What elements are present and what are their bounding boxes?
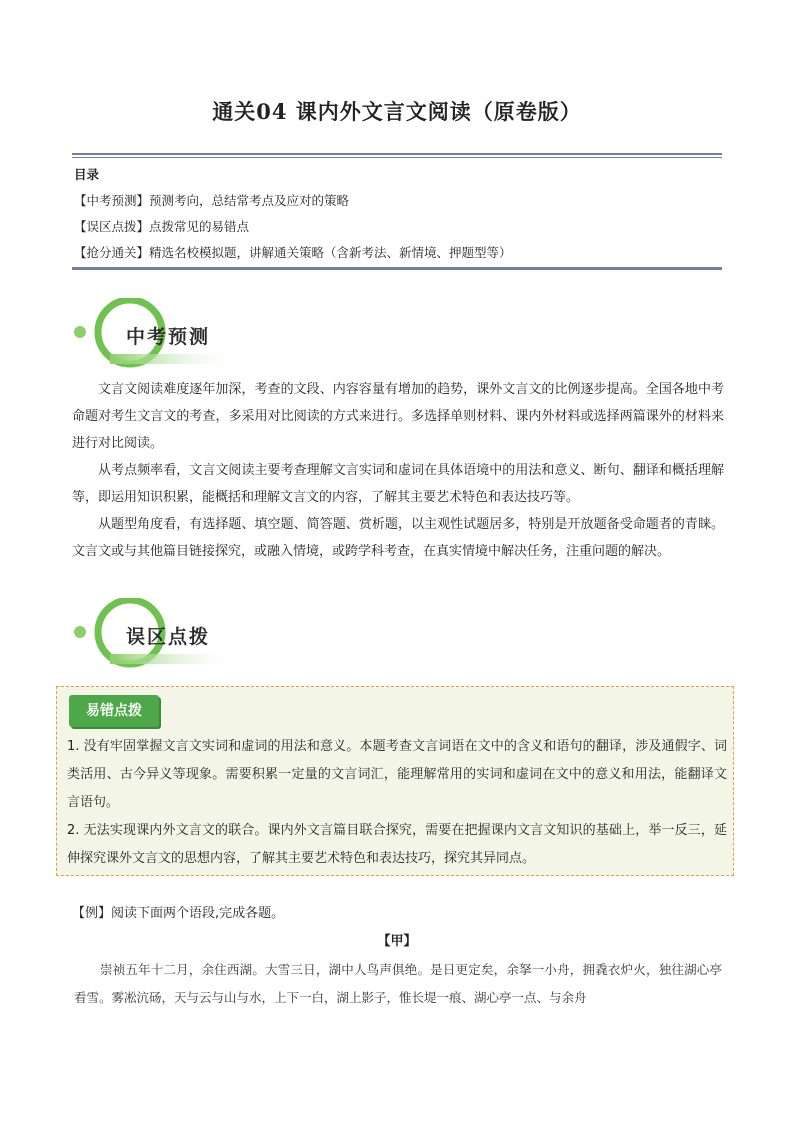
toc-bottom-rule [72,265,722,270]
paragraph: 从考点频率看，文言文阅读主要考查理解文言实词和虚词在具体语境中的用法和意义、断句、翻译和概括理解等，即运用知识积累，能概括和理解文言文的内容，了解其主要艺术特色和表达技巧等。 [72,463,724,505]
tip-list [67,733,727,873]
example-intro: 【例】阅读下面两个语段,完成各题。 [72,906,285,921]
tip-item: 2. 无法实现课内外文言文的联合。课内外文言篇目联合探究，需要在把握课内文言文知识的基础上，举一反三，延伸探究课外文言文的思想内容，了解其主要艺术特色和表达技巧，探究其异同点。 [67,823,727,866]
table-of-contents [74,162,512,266]
page-title: 通关04 课内外文言文阅读（原卷版） [212,99,582,124]
toc-item: 【误区点拨】点拨常见的易错点 [74,219,250,234]
section-label: 中考预测 [126,326,211,348]
passage-label: 【甲】 [377,934,417,949]
section-label: 误区点拨 [126,626,211,648]
paragraph: 文言文阅读难度逐年加深，考查的文段、内容容量有增加的趋势，课外文言文的比例逐步提高。全国各地中考命题对考生文言文的考查，多采用对比阅读的方式来进行。多选择单则材料、课内外材料或选择两篇课外的材料来进行对比阅读。 [72,382,724,451]
section-header-forecast [70,298,270,374]
tip-item: 1. 没有牢固掌握文言文实词和虚词的用法和意义。本题考查文言词语在文中的含义和语句的翻译，涉及通假字、词类活用、古今异义等现象。需要积累一定量的文言词汇，能理解常用的实词和虚词在文中的意义和用法，能翻译文言语句。 [67,739,727,810]
tip-badge: 易错点拨 [69,695,159,727]
paragraph: 从题型角度看，有选择题、填空题、简答题、赏析题，以主观性试题居多，特别是开放题备受命题者的青睐。文言文或与其他篇目链接探究，或融入情境，或跨学科考查，在真实情境中解决任务，注重问题的解决。 [72,517,724,559]
toc-item: 【抢分通关】精选名校模拟题，讲解通关策略（含新考法、新情境、押题型等） [74,245,512,260]
toc-item: 【中考预测】预测考向，总结常考点及应对的策略 [74,193,350,208]
classical-passage: 崇祯五年十二月，余住西湖。大雪三日，湖中人鸟声俱绝。是日更定矣，余拏一小舟，拥毳衣炉火，独往湖心亭看雪。雾凇沆砀，天与云与山与水，上下一白，湖上影子，惟长堤一痕、湖心亭一点、与余舟 [74,962,722,1005]
tip-box [56,686,734,876]
section-header-pitfalls [70,598,270,674]
toc-heading: 目录 [74,167,100,182]
top-rule [72,153,722,158]
